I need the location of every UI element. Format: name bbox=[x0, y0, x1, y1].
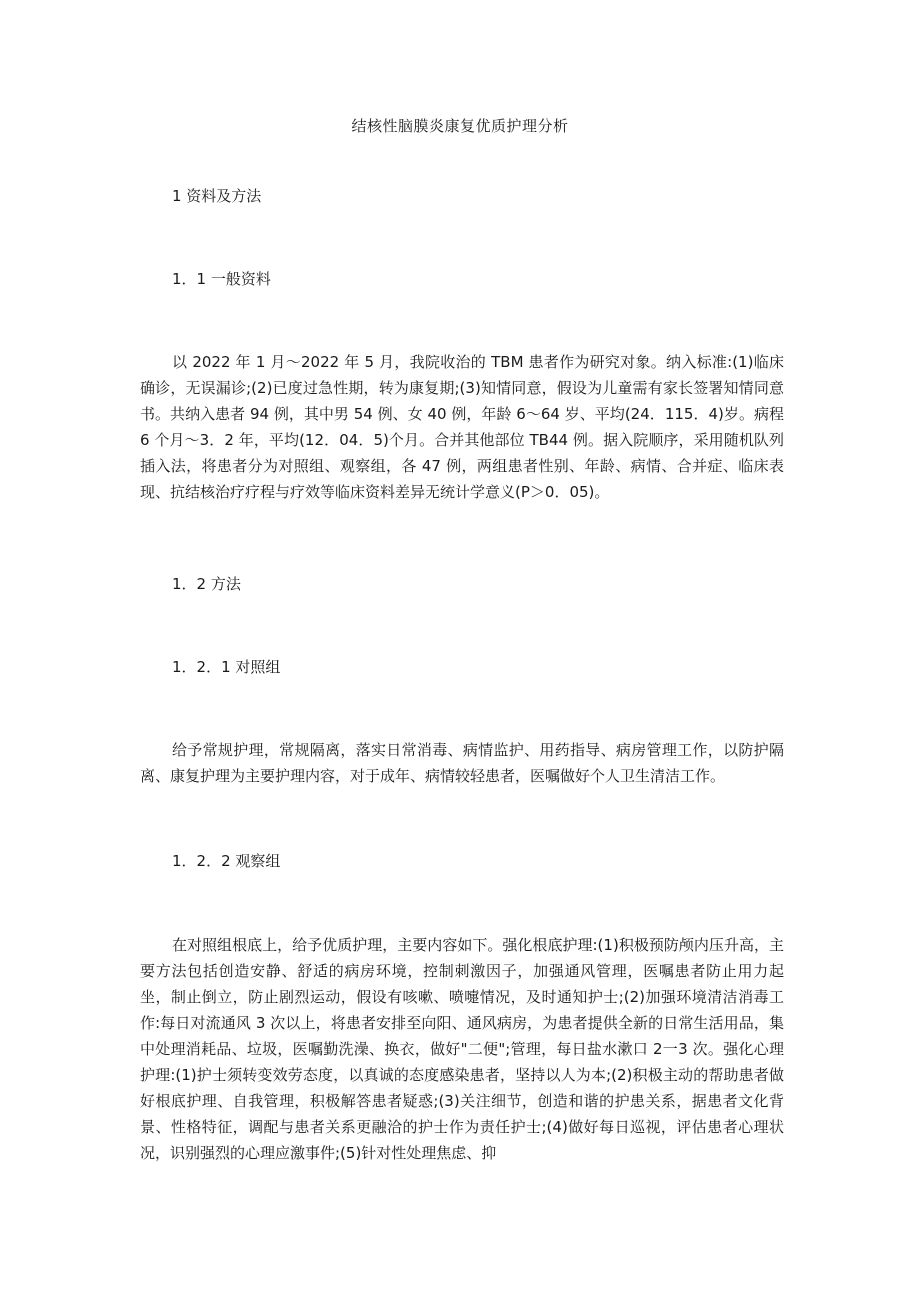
section-heading-1-1: 1．1 一般资料 bbox=[172, 270, 271, 288]
document-title: 结核性脑膜炎康复优质护理分析 bbox=[351, 117, 569, 135]
paragraph-control-group: 给予常规护理，常规隔离，落实日常消毒、病情监护、用药指导、病房管理工作，以防护隔离、康复护理为主要护理内容，对于成年、病情较轻患者，医嘱做好个人卫生清洁工作。 bbox=[140, 741, 784, 785]
paragraph-general-data: 以 2022 年 1 月～2022 年 5 月，我院收治的 TBM 患者作为研究对象。纳入标准:(1)临床确诊，无误漏诊;(2)已度过急性期，转为康复期;(3)知情同意，假设为儿童需有家长签署知情同意书。共纳入患者 94 例，其中男 54 例、女 40 例，年龄 6～64 岁、平均(24．115．4)岁。病程 6 个月～3．2 年，平均(12．04．5)个月。合并其他部位 TB44 例。据入院顺序，采用随机队列插入法，将患者分为对照组、观察组，各 47 例，两组患者性别、年龄、病情、合并症、临床表现、抗结核治疗疗程与疗效等临床资料差异无统计学意义(P＞0．05)。 bbox=[140, 353, 784, 501]
paragraph-observation-group: 在对照组根底上，给予优质护理，主要内容如下。强化根底护理:(1)积极预防颅内压升高，主要方法包括创造安静、舒适的病房环境，控制刺激因子，加强通风管理，医嘱患者防止用力起坐，制止倒立，防止剧烈运动，假设有咳嗽、喷嚏情况，及时通知护士;(2)加强环境清洁消毒工作:每日对流通风 3 次以上，将患者安排至向阳、通风病房，为患者提供全新的日常生活用品，集中处理消耗品、垃圾，医嘱勤洗澡、换衣，做好"二便";管理，每日盐水漱口 2一3 次。强化心理护理:(1)护士须转变效劳态度，以真诚的态度感染患者，坚持以人为本;(2)积极主动的帮助患者做好根底护理、自我管理，积极解答患者疑惑;(3)关注细节，创造和谐的护患关系，据患者文化背景、性格特征，调配与患者关系更融洽的护士作为责任护士;(4)做好每日巡视，评估患者心理状况，识别强烈的心理应激事件;(5)针对性处理焦虑、抑 bbox=[140, 936, 784, 1162]
section-heading-1-2: 1．2 方法 bbox=[172, 575, 241, 593]
section-heading-1: 1 资料及方法 bbox=[172, 187, 262, 205]
section-heading-1-2-2: 1．2．2 观察组 bbox=[172, 852, 281, 870]
section-heading-1-2-1: 1．2．1 对照组 bbox=[172, 658, 281, 676]
